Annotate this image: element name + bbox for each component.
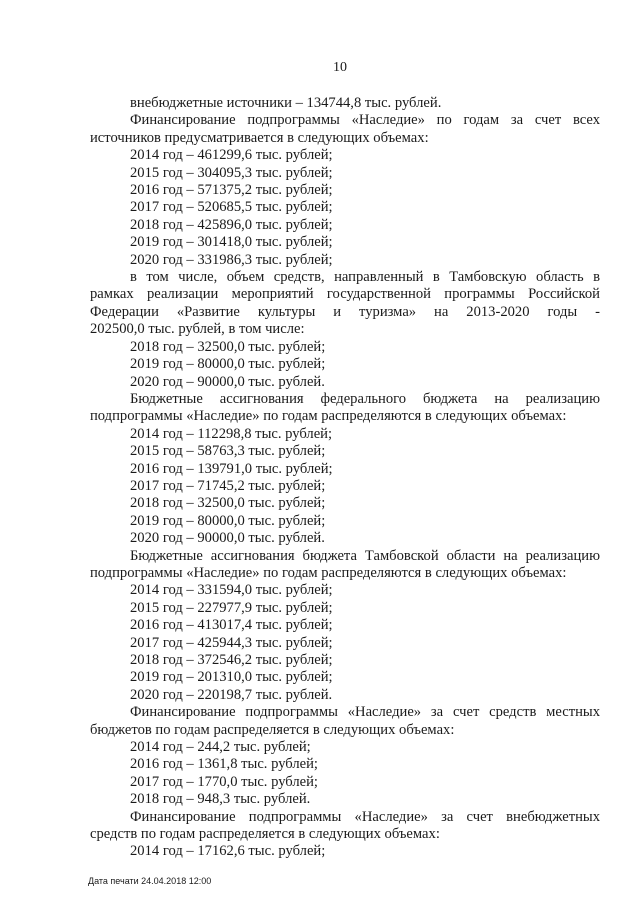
text-line: 2014 год – 331594,0 тыс. рублей; xyxy=(130,582,333,599)
text-line: внебюджетные источники – 134744,8 тыс. рублей. xyxy=(130,95,442,111)
text-line: 2017 год – 1770,0 тыс. рублей; xyxy=(130,773,318,790)
text-line: 2014 год – 112298,8 тыс. рублей; xyxy=(130,425,333,442)
text-line: подпрограммы «Наследие» по годам распределяются в следующих объемах: xyxy=(90,408,567,425)
text-line: бюджетов по годам распределяется в следующих объемах: xyxy=(90,721,455,738)
text-line: 2020 год – 331986,3 тыс. рублей; xyxy=(130,251,333,268)
text-line: 2019 год – 80000,0 тыс. рублей; xyxy=(130,512,326,529)
text-line: 2017 год – 520685,5 тыс. рублей; xyxy=(130,199,333,216)
text-line: 2016 год – 1361,8 тыс. рублей; xyxy=(130,756,318,773)
text-line: 202500,0 тыс. рублей, в том числе: xyxy=(90,321,305,338)
text-line: 2016 год – 139791,0 тыс. рублей; xyxy=(130,460,333,477)
text-line: 2019 год – 301418,0 тыс. рублей; xyxy=(130,234,333,251)
print-date-footer: Дата печати 24.04.2018 12:00 xyxy=(88,876,212,886)
text-line: средств по годам распределяется в следующих объемах: xyxy=(90,826,440,843)
page-number: 10 xyxy=(333,60,347,75)
text-line: 2017 год – 71745,2 тыс. рублей; xyxy=(130,477,326,494)
text-line: 2018 год – 425896,0 тыс. рублей; xyxy=(130,216,333,233)
text-line: Финансирование подпрограммы «Наследие» за счет внебюджетных xyxy=(130,808,600,825)
text-line: рамках реализации мероприятий государственной программы Российской xyxy=(90,286,600,303)
text-line: 2016 год – 413017,4 тыс. рублей; xyxy=(130,617,333,634)
text-line: Бюджетные ассигнования федерального бюджета на реализацию xyxy=(130,390,600,407)
text-line: Финансирование подпрограммы «Наследие» по годам за счет всех xyxy=(130,112,600,129)
document-body xyxy=(90,95,600,861)
text-line: 2020 год – 90000,0 тыс. рублей. xyxy=(130,530,325,547)
text-line: 2020 год – 220198,7 тыс. рублей. xyxy=(130,686,333,703)
text-line: 2015 год – 58763,3 тыс. рублей; xyxy=(130,443,326,460)
text-line: 2018 год – 32500,0 тыс. рублей; xyxy=(130,495,326,512)
text-line: Бюджетные ассигнования бюджета Тамбовской области на реализацию xyxy=(130,547,600,564)
text-line: Федерации «Развитие культуры и туризма» на 2013-2020 годы - xyxy=(90,303,600,320)
text-line: 2018 год – 948,3 тыс. рублей. xyxy=(130,791,311,808)
text-line: в том числе, объем средств, направленный в Тамбовскую область в xyxy=(130,269,600,286)
text-line: Финансирование подпрограммы «Наследие» за счет средств местных xyxy=(130,704,600,721)
text-line: 2014 год – 461299,6 тыс. рублей; xyxy=(130,147,333,164)
text-line: 2014 год – 244,2 тыс. рублей; xyxy=(130,739,311,756)
text-line: 2019 год – 80000,0 тыс. рублей; xyxy=(130,356,326,373)
text-line: 2016 год – 571375,2 тыс. рублей; xyxy=(130,182,333,199)
text-line: источников предусматривается в следующих объемах: xyxy=(90,129,429,146)
text-line: 2014 год – 17162,6 тыс. рублей; xyxy=(130,843,326,860)
text-line: 2020 год – 90000,0 тыс. рублей. xyxy=(130,373,325,390)
text-line: 2018 год – 32500,0 тыс. рублей; xyxy=(130,338,326,355)
text-line: 2019 год – 201310,0 тыс. рублей; xyxy=(130,669,333,686)
text-line: 2018 год – 372546,2 тыс. рублей; xyxy=(130,652,333,668)
text-line: 2015 год – 227977,9 тыс. рублей; xyxy=(130,599,333,616)
text-line: 2017 год – 425944,3 тыс. рублей; xyxy=(130,634,333,651)
text-line: подпрограммы «Наследие» по годам распределяются в следующих объемах: xyxy=(90,564,567,581)
text-line: 2015 год – 304095,3 тыс. рублей; xyxy=(130,164,333,181)
